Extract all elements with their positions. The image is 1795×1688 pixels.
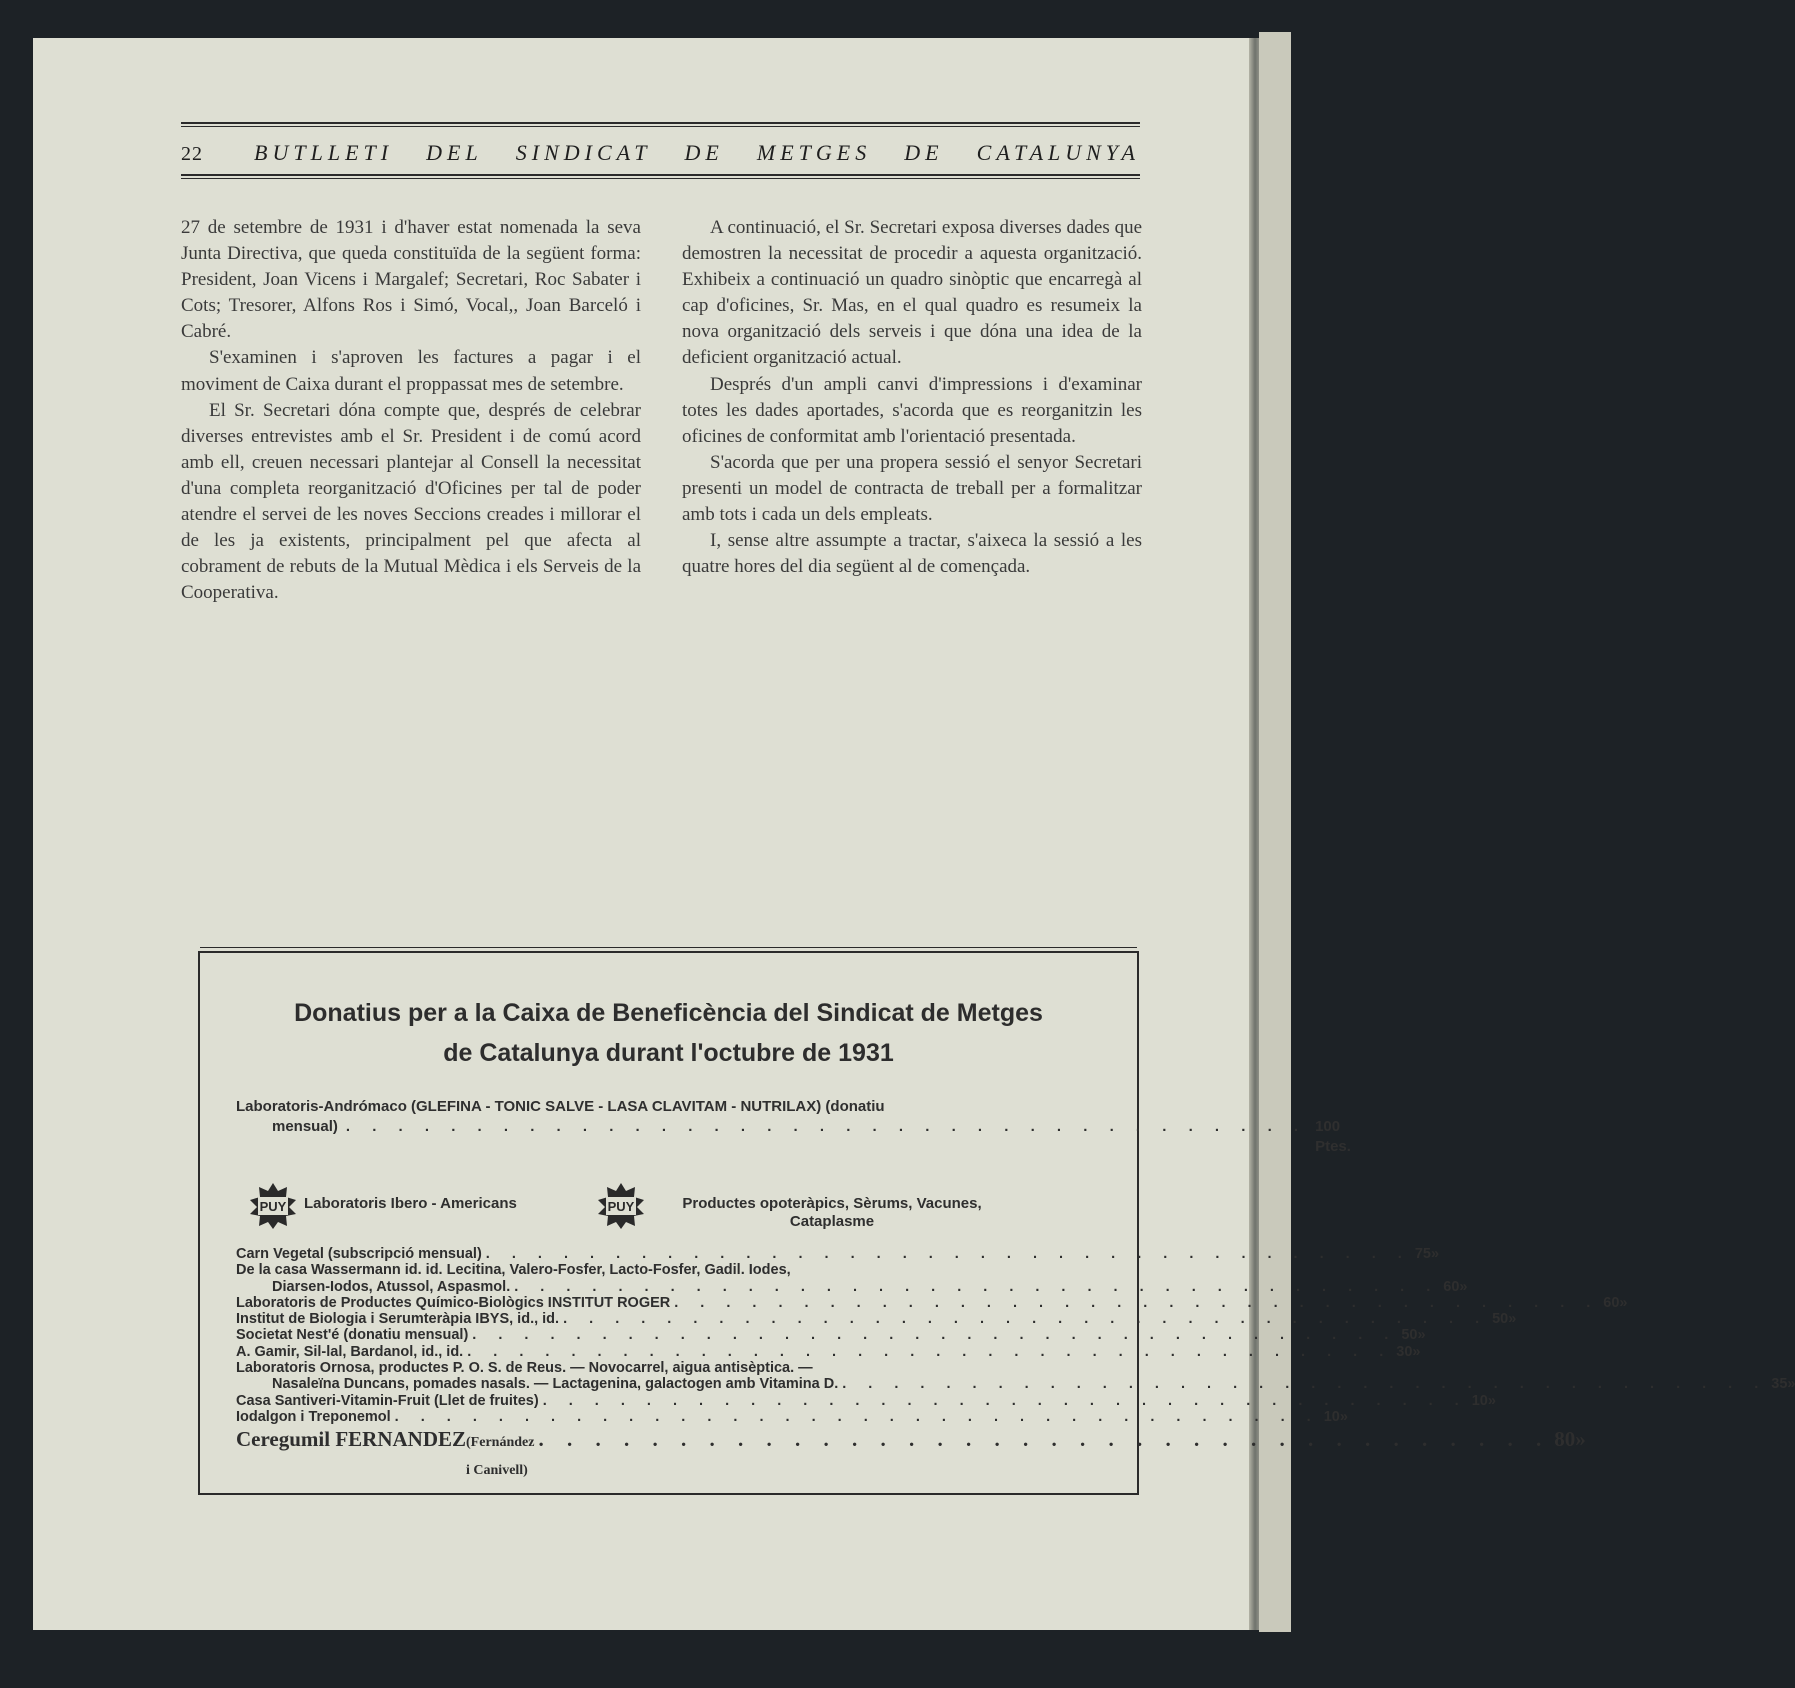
- donor-label: Societat Nest'é (donatiu mensual): [236, 1327, 469, 1344]
- donation-row: Carn Vegetal (subscripció mensual) . . . . . . . . . . . . . . . . . . . . . . . . . . . . . . . . . . . . 75 »: [236, 1246, 1440, 1262]
- donor-label: A. Gamir, Sil-lal, Bardanol, id., id.: [236, 1343, 464, 1360]
- header-word: CATALUNYA: [976, 140, 1140, 165]
- donation-row: [236, 1360, 1116, 1376]
- donor-label: Nasaleïna Duncans, pomades nasals. — Lactagenina, galactogen amb Vitamina D.: [272, 1376, 839, 1393]
- header-word: DE: [904, 140, 944, 165]
- donation-unit: »: [1787, 1376, 1795, 1393]
- logo1-label: Laboratoris Ibero - Americans: [304, 1195, 517, 1212]
- left-column: [181, 215, 641, 606]
- logo-text: PUY: [259, 1199, 287, 1214]
- donation-unit: »: [1430, 1246, 1440, 1262]
- donation-unit: »: [1459, 1278, 1468, 1295]
- donor-label: Casa Santiveri-Vitamin-Fruit (Llet de fruites): [236, 1392, 539, 1409]
- intro-line-2: mensual): [272, 1118, 338, 1135]
- logo-text: PUY: [607, 1199, 635, 1214]
- running-header: [181, 122, 1140, 182]
- donation-row: Societat Nest'é (donatiu mensual) . . . . . . . . . . . . . . . . . . . . . . . . . . . . . . . . . . . . 50 »: [236, 1327, 1426, 1344]
- donation-amount: 60: [1603, 1294, 1620, 1311]
- intro-amount: 100 Ptes.: [1315, 1118, 1351, 1155]
- donor-label: Ceregumil FERNANDEZ: [236, 1427, 467, 1452]
- intro-line-1: Laboratoris-Andrómaco (GLEFINA - TONIC SALVE - LASA CLAVITAM - NUTRILAX) (donatiu: [236, 1098, 885, 1115]
- donation-unit: »: [1417, 1327, 1426, 1344]
- header-word: DEL: [426, 140, 483, 165]
- donation-row: [236, 1262, 1116, 1278]
- donation-amount: 30: [1396, 1343, 1413, 1360]
- paragraph: S'examinen i s'aproven les factures a pagar i el moviment de Caixa durant el proppassat mes de setembre.: [181, 347, 641, 395]
- donation-row: Laboratoris de Productes Químico-Biològics INSTITUT ROGER . . . . . . . . . . . . . . . . . . . . . . . . . . . . . . . . . . . . 60 »: [236, 1294, 1628, 1311]
- donor-label: Diarsen-Iodos, Atussol, Aspasmol.: [272, 1278, 511, 1295]
- right-column: [682, 215, 1142, 580]
- header-word: SINDICAT: [515, 140, 652, 165]
- donation-amount: 80: [1554, 1427, 1576, 1452]
- donation-amount: 75: [1414, 1246, 1431, 1262]
- donation-intro: Laboratoris-Andrómaco (GLEFINA - TONIC SALVE - LASA CLAVITAM - NUTRILAX) (donatiu mensual) . . . . . . . . . . . . . . . . . . . . . . . . . . . . . . . . . . . . . 100 Ptes.: [236, 1098, 1351, 1155]
- donor-label: Laboratoris Ornosa, productes P. O. S. de Reus. — Novocarrel, aigua antisèptica. —: [236, 1360, 813, 1377]
- donation-unit: »: [1412, 1343, 1421, 1360]
- donation-row: A. Gamir, Sil-lal, Bardanol, id., id. . . . . . . . . . . . . . . . . . . . . . . . . . . . . . . . . . . . . 30 »: [236, 1343, 1421, 1360]
- page-number: 22: [181, 143, 203, 165]
- donation-unit: »: [1619, 1294, 1628, 1311]
- donation-row: Institut de Biologia i Serumteràpia IBYS, id., id. . . . . . . . . . . . . . . . . . . . . . . . . . . . . . . . . . . . . 50 »: [236, 1311, 1517, 1328]
- donation-row: Ceregumil FERNANDEZ (Fernández i Canivell) . . . . . . . . . . . . . . . . . . . . . . . . . . . . . . . . . . . . 80 »: [236, 1425, 1116, 1485]
- paragraph: 27 de setembre de 1931 i d'haver estat nomenada la seva Junta Directiva, que queda constituïda de la següent forma: President, Joan Vicens i Margalef; Secretari, Roc Sabater i Cots; Tresorer, Alfons Ros i Simó, Vocal,, Joan Barceló i Cabré.: [181, 217, 641, 343]
- donation-list: [236, 1246, 1795, 1485]
- donor-label: Carn Vegetal (subscripció mensual): [236, 1246, 482, 1262]
- donations-box: [198, 951, 1795, 1495]
- paragraph: A continuació, el Sr. Secretari exposa diverses dades que demostren la necessitat de procedir a aquesta organització. Exhibeix a continuació un quadro sinòptic que encarregà al cap d'oficines, Sr. Mas, en el qual quadro es resumeix la nova organització dels serveis i que dóna una idea de la deficient organització actual.: [682, 217, 1142, 369]
- donation-unit: »: [1487, 1392, 1496, 1409]
- sponsor-logos: [250, 1183, 1070, 1239]
- paragraph: S'acorda que per una propera sessió el senyor Secretari presenti un model de contracta de treball per a formalitzar amb tots i cada un dels empleats.: [682, 451, 1142, 526]
- donation-unit: »: [1575, 1427, 1586, 1452]
- donation-row: Iodalgon i Treponemol . . . . . . . . . . . . . . . . . . . . . . . . . . . . . . . . . . . . 10 »: [236, 1408, 1348, 1425]
- donation-amount: 10: [1471, 1392, 1488, 1409]
- paragraph: I, sense altre assumpte a tractar, s'aixeca la sessió a les quatre hores del dia següent al de començada.: [682, 530, 1142, 578]
- donation-row: Nasaleïna Duncans, pomades nasals. — Lactagenina, galactogen amb Vitamina D. . . . . . . . . . . . . . . . . . . . . . . . . . . . . . . . . . . . . 35 »: [236, 1376, 1116, 1392]
- donation-amount: 50: [1492, 1311, 1509, 1328]
- donation-unit: »: [1508, 1311, 1517, 1328]
- header-word: DE: [684, 140, 724, 165]
- header-word: METGES: [756, 140, 872, 165]
- donation-row: Diarsen-Iodos, Atussol, Aspasmol. . . . . . . . . . . . . . . . . . . . . . . . . . . . . . . . . . . . . 60 »: [236, 1279, 1116, 1295]
- logo2-label: Productes opoteràpics, Sèrums, Vacunes, Cataplasme: [682, 1195, 982, 1230]
- paragraph: El Sr. Secretari dóna compte que, després de celebrar diverses entrevistes amb el Sr. President i de comú acord amb ell, creuen necessari plantejar al Consell la necessitat d'una completa reorganització d'Oficines per tal de poder atendre el servei de les noves Seccions creades i millorar el de les ja existents, principalment pel que afecta al cobrament de rebuts de la Mutual Mèdica i els Serveis de la Cooperativa.: [181, 399, 641, 604]
- puy-logo-icon: [250, 1183, 296, 1229]
- header-word: BUTLLETI: [254, 140, 394, 165]
- donation-amount: 50: [1401, 1327, 1418, 1344]
- donation-amount: 10: [1323, 1408, 1340, 1425]
- donor-label: De la casa Wassermann id. id. Lecitina, Valero-Fosfer, Lacto-Fosfer, Gadil. Iodes,: [236, 1262, 791, 1279]
- donor-label: Laboratoris de Productes Químico-Biològics INSTITUT ROGER: [236, 1294, 671, 1311]
- donor-label: Institut de Biologia i Serumteràpia IBYS, id., id.: [236, 1311, 560, 1328]
- donor-sub-label: (Fernández i Canivell): [466, 1435, 535, 1479]
- donation-unit: »: [1339, 1408, 1348, 1425]
- donation-amount: 35: [1771, 1376, 1788, 1393]
- donation-amount: 60: [1443, 1278, 1460, 1295]
- donation-row: Casa Santiveri-Vitamin-Fruit (Llet de fruites) . . . . . . . . . . . . . . . . . . . . . . . . . . . . . . . . . . . . 10 »: [236, 1392, 1496, 1409]
- paragraph: Després d'un ampli canvi d'impressions i d'examinar totes les dades aportades, s'acorda que es reorganitzin les oficines de conformitat amb l'orientació presentada.: [682, 373, 1142, 447]
- donations-title: Donatius per a la Caixa de Beneficència del Sindicat de Metges de Catalunya durant l'octubre de 1931: [294, 999, 1043, 1067]
- donor-label: Iodalgon i Treponemol: [236, 1408, 391, 1425]
- puy-logo-icon: [598, 1183, 644, 1229]
